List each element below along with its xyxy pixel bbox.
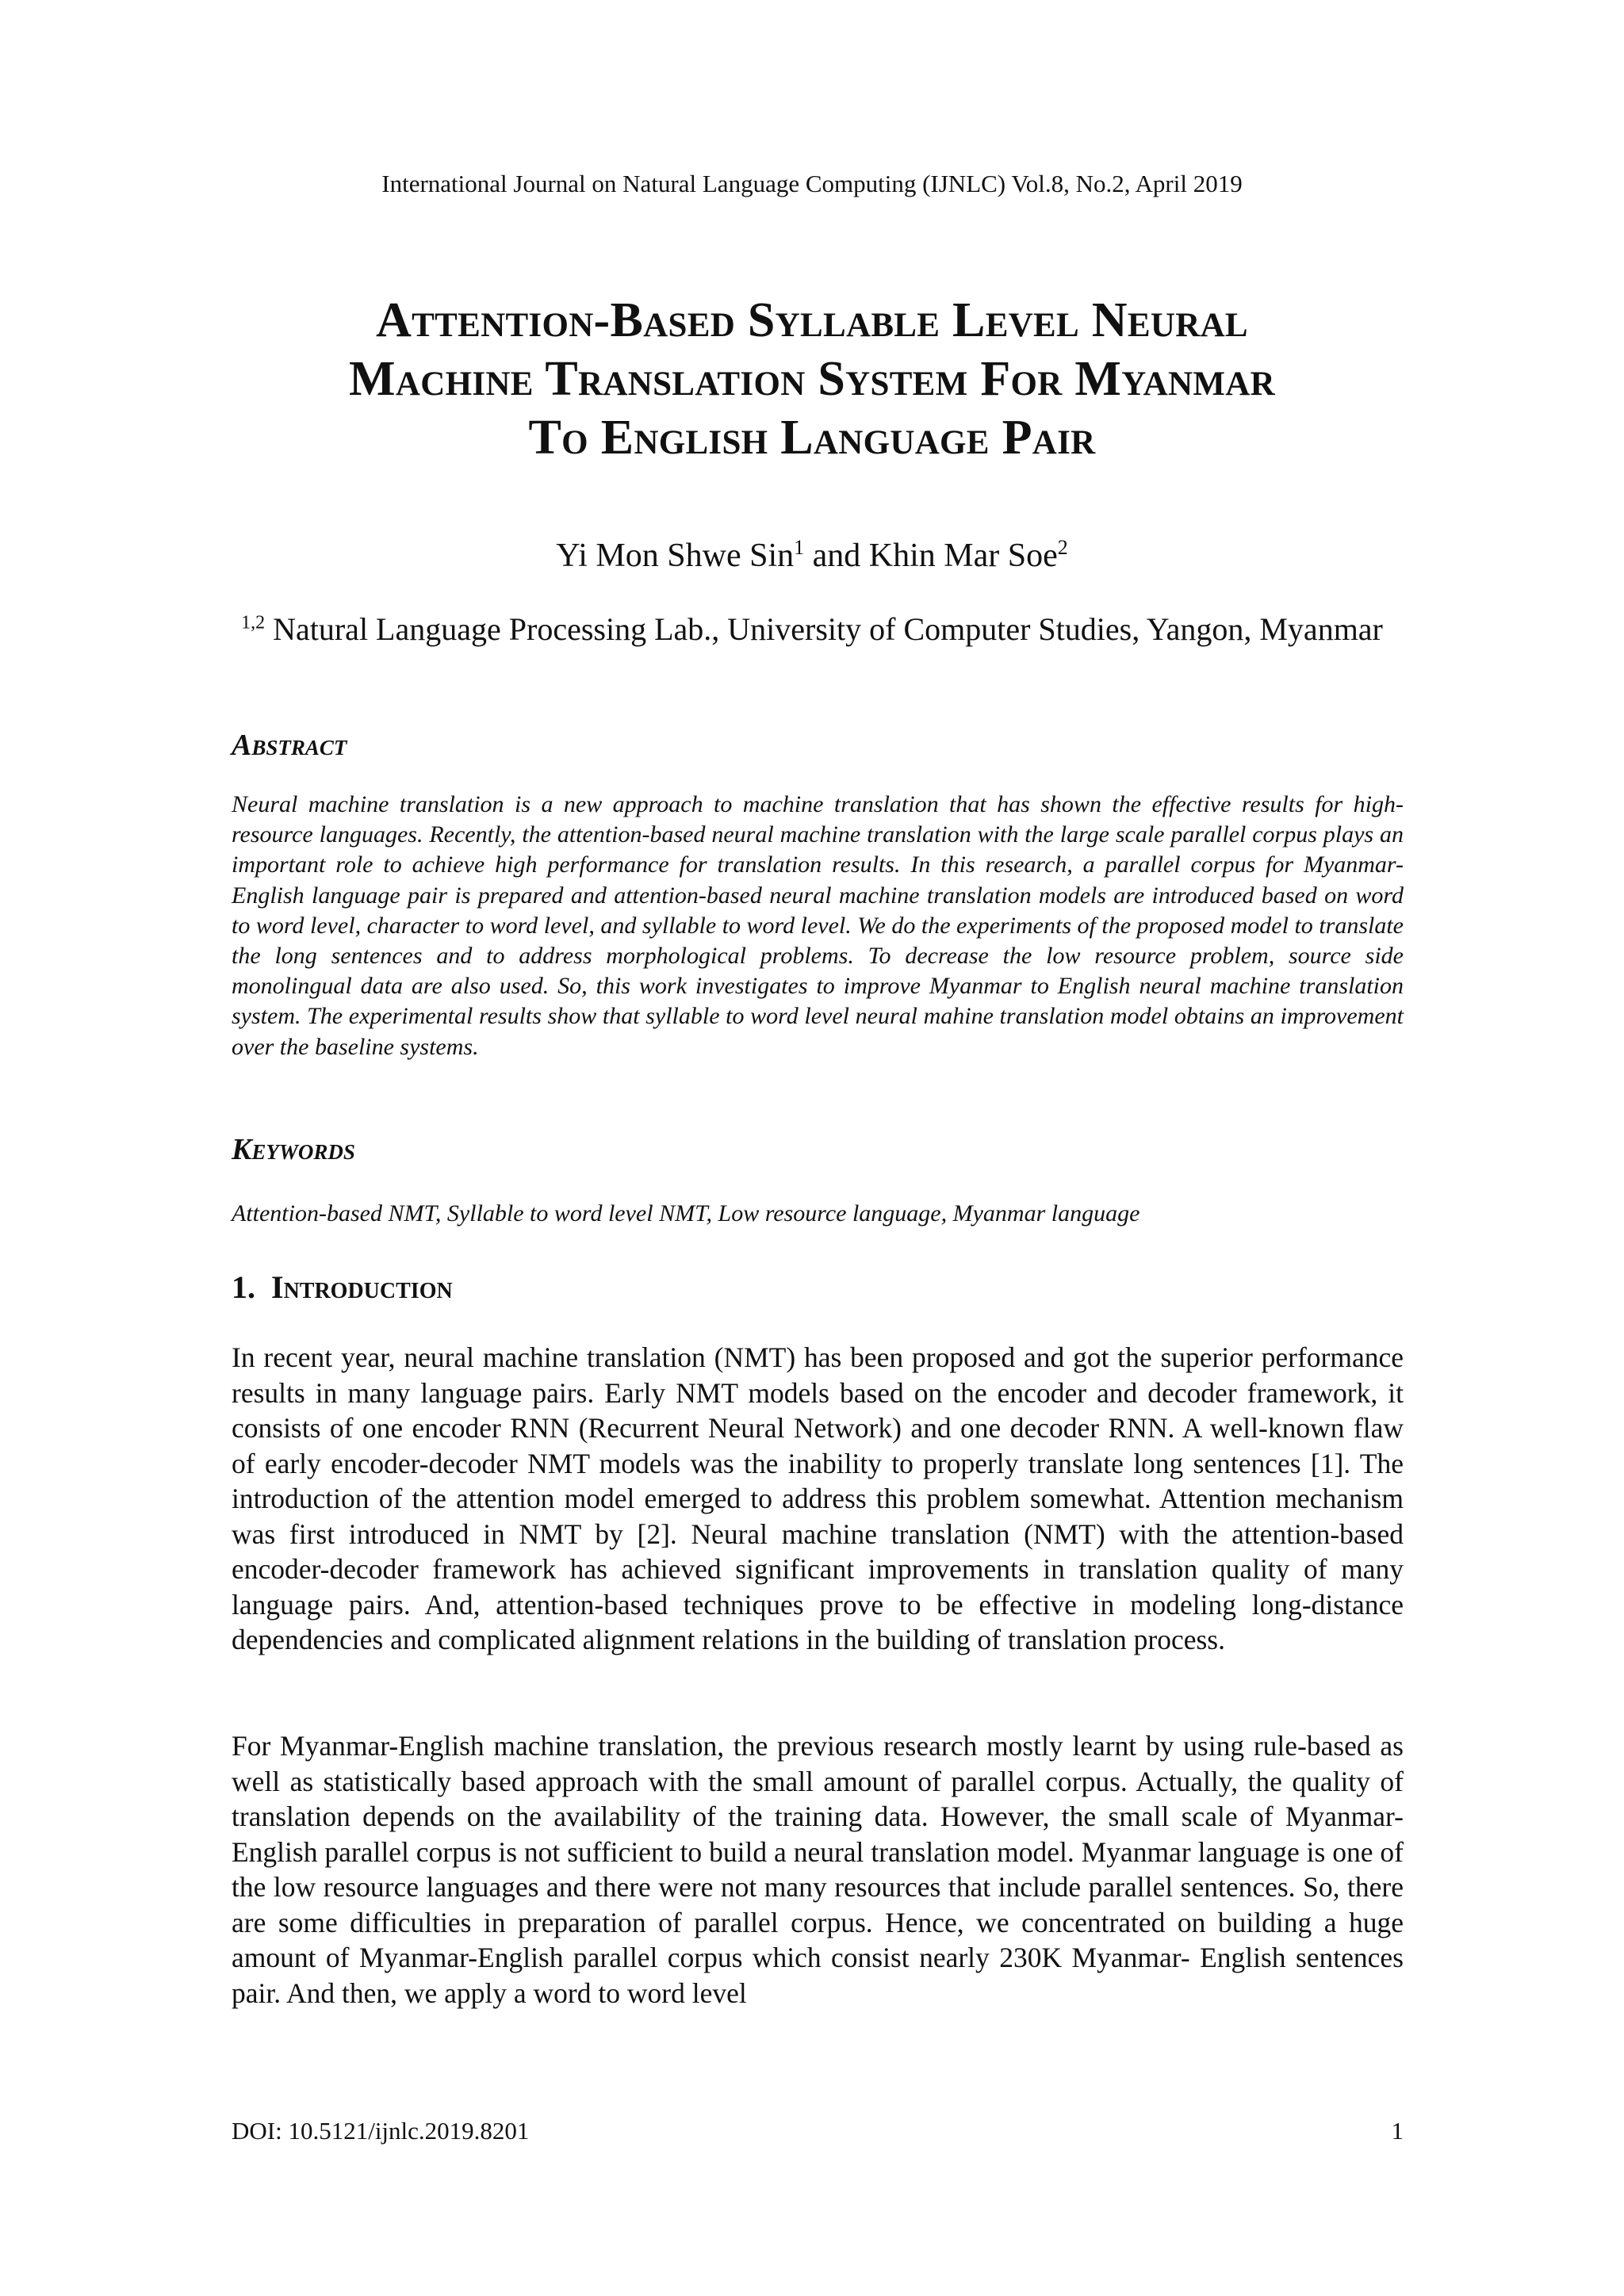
author-name: Khin Mar Soe <box>868 538 1058 574</box>
intro-paragraph-2: For Myanmar-English machine translation, the previous research mostly learnt by using rule-based as well as statistically based approach with the small amount of parallel corpus. Actually, the quality of translation depends on the availability of the training data. However, the small scale of Myanmar-English parallel corpus is not sufficient to build a neural translation model. Myanmar language is one of the low resource languages and there were not many resources that include parallel sentences. So, there are some difficulties in preparation of parallel corpus. Hence, we concentrated on building a huge amount of Myanmar-English parallel corpus which consist nearly 230K Myanmar- English sentences pair. And then, we apply a word to word level <box>232 1730 1404 2009</box>
abstract-text: Neural machine translation is a new approach to machine translation that has shown the effective results for high-resource languages. Recently, the attention-based neural machine translation with the large scale parallel corpus plays an important role to achieve high performance for translation results. In this research, a parallel corpus for Myanmar-English language pair is prepared and attention-based neural machine translation models are introduced based on word to word level, character to word level, and syllable to word level. We do the experiments of the proposed model to translate the long sentences and to address morphological problems. To decrease the low resource problem, source side monolingual data are also used. So, this work investigates to improve Myanmar to English neural machine translation system. The experimental results show that syllable to word level neural mahine translation model obtains an improvement over the baseline systems. <box>232 791 1404 1060</box>
author-name: Yi Mon Shwe Sin <box>556 538 795 574</box>
title-line-1: Attention-Based Syllable Level Neural <box>376 293 1248 347</box>
author-affiliation-mark: 2 <box>1057 536 1068 559</box>
affiliation-mark: 1,2 <box>241 612 266 633</box>
intro-paragraph-1: In recent year, neural machine translation (NMT) has been proposed and got the superior performance results in many language pairs. Early NMT models based on the encoder and decoder framework, it consists of one encoder RNN (Recurrent Neural Network) and one decoder RNN. A well-known flaw of early encoder-decoder NMT models was the inability to properly translate long sentences [1]. The introduction of the attention model emerged to address this problem somewhat. Attention mechanism was first introduced in NMT by [2]. Neural machine translation (NMT) with the attention-based encoder-decoder framework has achieved significant improvements in translation quality of many language pairs. And, attention-based techniques prove to be effective in modeling long-distance dependencies and complicated alignment relations in the building of translation process. <box>232 1341 1404 1655</box>
affiliation-text: Natural Language Processing Lab., University of Computer Studies, Yangon, Myanmar <box>265 611 1383 647</box>
journal-header: International Journal on Natural Language Computing (IJNLC) Vol.8, No.2, April 2019 <box>381 170 1243 197</box>
author-connector: and <box>804 538 869 574</box>
author-affiliation-mark: 1 <box>794 536 805 559</box>
keywords-text: Attention-based NMT, Syllable to word level NMT, Low resource language, Myanmar language <box>232 1200 1140 1226</box>
section-title: Introduction <box>271 1269 453 1305</box>
section-heading-introduction <box>232 1269 453 1306</box>
affiliation <box>206 610 1418 649</box>
abstract-heading: Abstract <box>232 729 347 762</box>
title-line-2: Machine Translation System For Myanmar <box>349 351 1275 406</box>
page-number: 1 <box>1391 2117 1404 2145</box>
paper-title <box>190 292 1434 467</box>
author-list <box>0 536 1624 575</box>
footer-doi: DOI: 10.5121/ijnlc.2019.8201 <box>232 2117 530 2145</box>
section-number: 1. <box>232 1269 255 1305</box>
keywords-heading: Keywords <box>232 1133 355 1166</box>
title-line-3: To English Language Pair <box>528 410 1096 465</box>
